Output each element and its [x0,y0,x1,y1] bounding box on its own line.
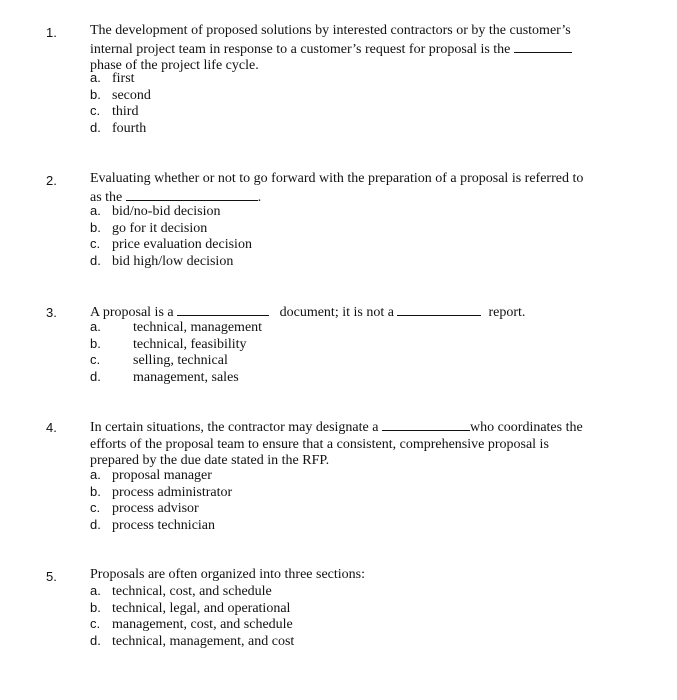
option-letter: b. [90,599,101,615]
option-letter: c. [90,616,101,631]
option-b[interactable] [90,600,294,617]
answer-blank [514,40,572,53]
question-stem [90,23,610,75]
option-d[interactable] [90,517,232,534]
option-text: management, cost, and schedule [112,617,293,632]
option-a[interactable] [90,583,294,600]
stem-text: as the [90,189,123,205]
stem-line [90,418,610,437]
stem-text: In certain situations, the contractor may designate a [90,420,379,435]
option-text: third [112,104,139,119]
option-text: bid high/low decision [112,253,234,269]
question-number: 2. [46,173,57,188]
option-b[interactable] [90,336,262,353]
option-a[interactable] [90,70,151,87]
option-a[interactable] [90,319,262,336]
option-text: technical, cost, and schedule [112,584,272,599]
stem-text: internal project team in response to a customer’s request for proposal is the [90,41,511,57]
stem-line [90,40,610,59]
option-text: second [112,87,151,103]
option-c[interactable] [90,103,151,120]
option-text: fourth [112,120,147,136]
option-text: process advisor [112,501,199,516]
question-number: 4. [46,420,57,435]
stem-line: The development of proposed solutions by interested contractors or by the customer’s [90,23,571,38]
question-number: 5. [46,569,57,584]
option-text: management, sales [133,369,239,385]
option-text: proposal manager [112,468,212,483]
option-text: technical, management [133,320,263,335]
option-b[interactable] [90,484,232,501]
answer-blank [126,188,258,201]
option-b[interactable] [90,220,252,237]
option-c[interactable] [90,616,294,633]
option-text: technical, management, and cost [112,633,295,649]
option-text: first [112,71,135,86]
answer-blank [177,303,269,316]
option-letter: a. [90,70,101,85]
option-letter: b. [90,86,101,102]
options-list [90,467,232,533]
option-text: technical, feasibility [133,336,247,352]
option-d[interactable] [90,633,294,650]
option-letter: d. [90,368,101,384]
options-list [90,70,151,136]
option-letter: a. [90,467,101,482]
stem-text: A proposal is a [90,305,174,320]
stem-text: report. [488,305,526,320]
stem-text: who coordinates the [469,420,583,435]
stem-line: prepared by the due date stated in the RFP. [90,453,330,468]
option-letter: d. [90,516,101,532]
option-b[interactable] [90,87,151,104]
option-c[interactable] [90,352,262,369]
option-letter: a. [90,203,101,218]
option-letter: c. [90,352,101,367]
options-list [90,319,262,385]
option-c[interactable] [90,236,252,253]
option-letter: b. [90,219,101,235]
option-d[interactable] [90,120,151,137]
option-c[interactable] [90,500,232,517]
option-text: go for it decision [112,220,208,236]
option-d[interactable] [90,369,262,386]
option-text: selling, technical [133,353,228,368]
question-stem [90,567,610,584]
option-letter: a. [90,319,101,334]
stem-line: Proposals are often organized into three sections: [90,567,365,582]
option-a[interactable] [90,203,252,220]
option-letter: c. [90,500,101,515]
options-list [90,583,294,649]
stem-line: efforts of the proposal team to ensure that a consistent, comprehensive proposal is [90,436,549,452]
stem-text: document; it is not a [279,305,394,320]
option-letter: c. [90,236,101,251]
stem-text: . [257,189,262,205]
stem-line: phase of the project life cycle. [90,58,259,73]
option-letter: d. [90,632,101,648]
option-letter: d. [90,252,101,268]
option-letter: c. [90,103,101,118]
option-a[interactable] [90,467,232,484]
answer-blank [382,418,470,431]
option-text: price evaluation decision [112,237,252,252]
option-d[interactable] [90,253,252,270]
question-number: 1. [46,25,57,40]
question-stem [90,418,610,470]
option-text: bid/no-bid decision [112,204,221,219]
stem-line: Evaluating whether or not to go forward with the preparation of a proposal is referred to [90,171,584,186]
option-text: process administrator [112,484,233,500]
option-letter: a. [90,583,101,598]
answer-blank [397,303,481,316]
option-text: process technician [112,517,216,533]
option-letter: b. [90,335,101,351]
question-number: 3. [46,305,57,320]
option-letter: b. [90,483,101,499]
options-list [90,203,252,269]
option-text: technical, legal, and operational [112,600,291,616]
option-letter: d. [90,119,101,135]
question-stem [90,171,610,206]
